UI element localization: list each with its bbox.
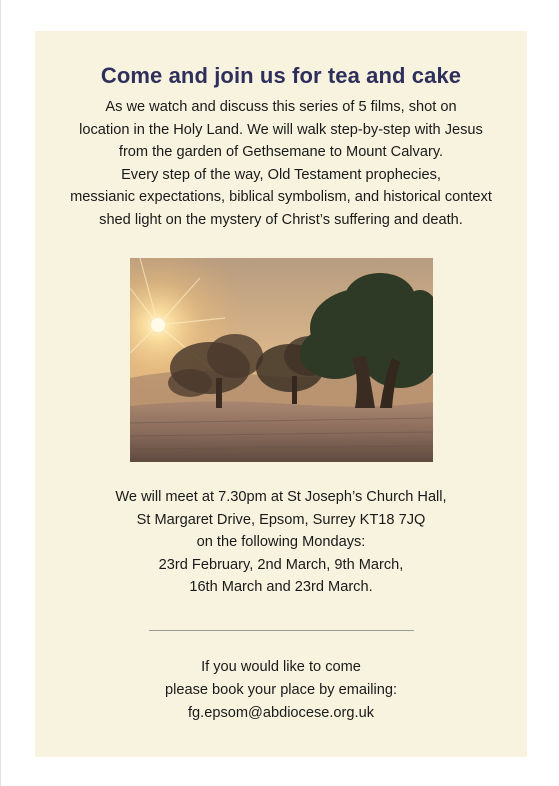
flyer-card [35, 31, 527, 757]
meeting-line: on the following Mondays: [196, 534, 366, 551]
intro-paragraph [35, 96, 527, 232]
section-divider [149, 630, 414, 631]
intro-line: Every step of the way, Old Testament prophecies, [121, 166, 441, 183]
meeting-details [35, 486, 527, 599]
contact-line: please book your place by emailing: [164, 682, 398, 698]
meeting-line: 16th March and 23rd March. [189, 579, 373, 596]
intro-line: from the garden of Gethsemane to Mount Calvary. [118, 144, 444, 161]
meeting-line: St Margaret Drive, Epsom, Surrey KT18 7JQ [136, 511, 426, 528]
contact-details [35, 656, 527, 725]
meeting-line: We will meet at 7.30pm at St Joseph’s Church Hall, [115, 489, 447, 505]
contact-line: If you would like to come [201, 659, 361, 675]
olive-grove-sunset-photo [130, 258, 433, 462]
intro-line: shed light on the mystery of Christ’s suffering and death. [99, 211, 463, 228]
intro-line: location in the Holy Land. We will walk step-by-step with Jesus [79, 121, 483, 138]
intro-line: As we watch and discuss this series of 5 films, shot on [105, 99, 457, 115]
meeting-line: 23rd February, 2nd March, 9th March, [158, 556, 404, 573]
flyer-title: Come and join us for tea and cake [100, 63, 462, 88]
intro-line: messianic expectations, biblical symbolism, and historical context [70, 189, 492, 206]
contact-email: fg.epsom@abdiocese.org.uk [188, 705, 374, 721]
